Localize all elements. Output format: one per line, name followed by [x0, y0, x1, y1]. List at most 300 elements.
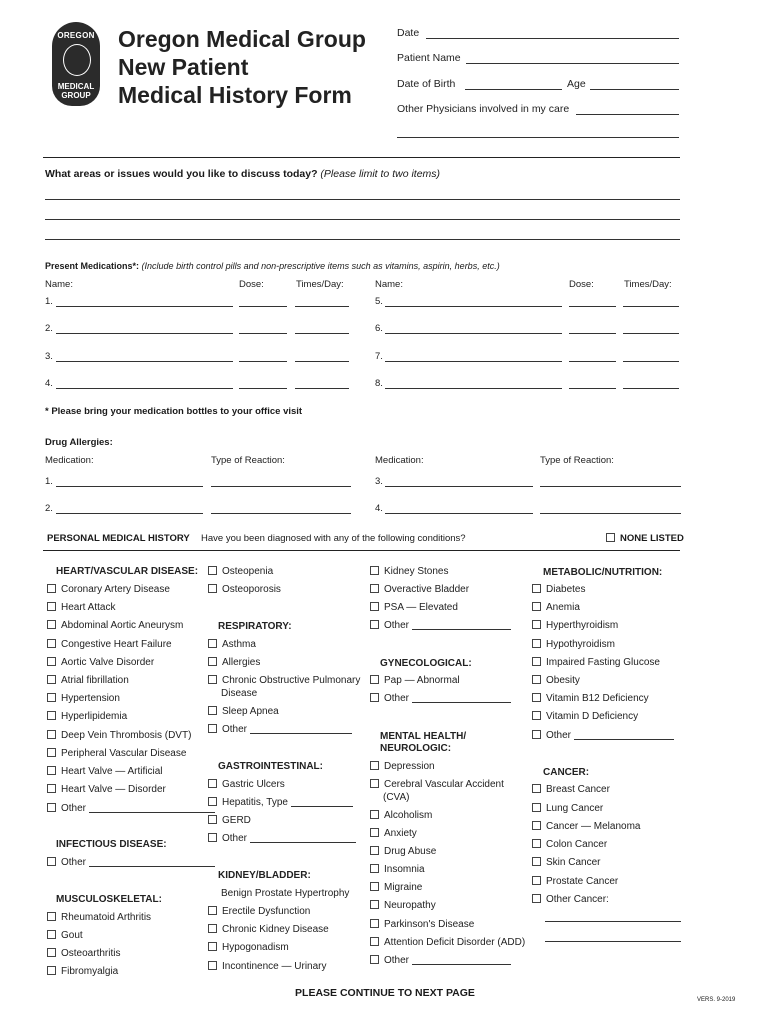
condition-label: Heart Valve — Artificial: [61, 766, 163, 777]
condition-checkbox[interactable]: [532, 876, 618, 888]
medication-times-field[interactable]: [295, 306, 349, 307]
condition-checkbox[interactable]: [532, 620, 618, 632]
date-label: Date: [397, 27, 420, 39]
condition-label: Other: [546, 730, 572, 741]
medication-dose-field[interactable]: [239, 333, 287, 334]
logo-bottom-line2: GROUP: [61, 91, 91, 100]
logo-top-text: OREGON: [57, 31, 95, 40]
condition-checkbox[interactable]: [532, 657, 660, 669]
condition-checkbox[interactable]: [208, 706, 279, 718]
condition-label: Anemia: [546, 602, 580, 613]
condition-checkbox[interactable]: [47, 675, 129, 687]
condition-label: Abdominal Aortic Aneurysm: [61, 620, 184, 631]
checkbox-icon: [532, 857, 541, 866]
checkbox-icon: [208, 657, 217, 666]
other-cancer-field[interactable]: [545, 921, 681, 922]
condition-label: Gastric Ulcers: [222, 779, 285, 790]
other-physicians-label: Other Physicians involved in my care: [397, 103, 570, 115]
other-text-field[interactable]: [250, 733, 352, 734]
med-col-dose-right: Dose:: [569, 279, 594, 290]
allergy-medication-field[interactable]: [56, 513, 203, 514]
allergies-heading: Drug Allergies:: [45, 437, 113, 448]
condition-label: Sleep Apnea: [222, 706, 279, 717]
checkbox-icon: [532, 730, 541, 739]
condition-label: Osteoarthritis: [61, 948, 121, 959]
medication-times-field[interactable]: [623, 361, 679, 362]
condition-label: Vitamin D Deficiency: [546, 711, 639, 722]
version-label: VERS. 9-2019: [697, 997, 736, 1003]
logo-bottom-line1: MEDICAL: [57, 82, 95, 91]
condition-label: Atrial fibrillation: [61, 675, 129, 686]
medication-row-number: 7.: [375, 351, 383, 362]
condition-checkbox[interactable]: [532, 711, 638, 723]
condition-label: Neuropathy: [384, 900, 436, 911]
checkbox-icon: [532, 711, 541, 720]
condition-checkbox[interactable]: [370, 937, 525, 949]
discuss-question-text: What areas or issues would you like to discuss today?: [45, 168, 318, 180]
condition-label: Other: [222, 833, 248, 844]
section-heading: MENTAL HEALTH/: [380, 731, 467, 742]
condition-checkbox[interactable]: [208, 584, 281, 596]
med-col-name-left: Name:: [45, 279, 73, 290]
title-line1: Oregon Medical Group: [118, 26, 366, 52]
condition-checkbox[interactable]: [370, 620, 511, 632]
title-line2: New Patient: [118, 54, 249, 80]
condition-label: Obesity: [546, 675, 580, 686]
condition-checkbox[interactable]: [532, 675, 580, 687]
allergy-reaction-field[interactable]: [211, 486, 351, 487]
section-heading: NEUROLOGIC:: [380, 743, 452, 754]
checkbox-icon: [532, 821, 541, 830]
condition-checkbox[interactable]: [208, 675, 360, 687]
condition-checkbox[interactable]: [47, 711, 127, 723]
condition-checkbox[interactable]: [370, 882, 422, 894]
condition-checkbox[interactable]: [370, 955, 511, 967]
allergy-medication-field[interactable]: [385, 486, 533, 487]
condition-checkbox[interactable]: [532, 693, 649, 705]
condition-checkbox[interactable]: [370, 864, 425, 876]
condition-checkbox[interactable]: [370, 828, 417, 840]
medication-times-field[interactable]: [623, 388, 679, 389]
checkbox-icon: [606, 533, 615, 542]
medication-name-field[interactable]: [385, 361, 562, 362]
allergy-reaction-field[interactable]: [211, 513, 351, 514]
condition-checkbox[interactable]: [47, 966, 118, 978]
condition-label: Migraine: [384, 882, 423, 893]
condition-checkbox[interactable]: [532, 803, 603, 815]
medication-row-number: 6.: [375, 323, 383, 334]
medication-name-field[interactable]: [56, 361, 233, 362]
checkbox-icon: [370, 882, 379, 891]
condition-label: Fibromyalgia: [61, 966, 119, 977]
condition-label: Depression: [384, 761, 435, 772]
medication-dose-field[interactable]: [569, 306, 616, 307]
condition-checkbox[interactable]: [370, 919, 474, 931]
continue-note: PLEASE CONTINUE TO NEXT PAGE: [295, 987, 475, 999]
date-field[interactable]: [426, 38, 679, 39]
checkbox-icon: [370, 761, 379, 770]
checkbox-icon: [532, 693, 541, 702]
checkbox-icon: [370, 779, 379, 788]
condition-checkbox[interactable]: [370, 693, 511, 705]
condition-label: Other: [61, 857, 87, 868]
condition-checkbox[interactable]: [370, 675, 460, 687]
medication-dose-field[interactable]: [569, 333, 616, 334]
checkbox-icon: [47, 639, 56, 648]
condition-label: Rheumatoid Arthritis: [61, 912, 152, 923]
condition-checkbox[interactable]: [208, 657, 260, 669]
condition-label: Other: [384, 693, 410, 704]
checkbox-icon: [532, 584, 541, 593]
none-listed-checkbox[interactable]: [606, 533, 684, 544]
condition-checkbox[interactable]: [47, 803, 215, 815]
condition-checkbox[interactable]: [370, 584, 469, 596]
allergy-col-med-left: Medication:: [45, 455, 94, 466]
checkbox-icon: [208, 639, 217, 648]
condition-label: Heart Valve — Disorder: [61, 784, 166, 795]
checkbox-icon: [47, 620, 56, 629]
condition-checkbox[interactable]: [47, 639, 172, 651]
checkbox-icon: [47, 675, 56, 684]
condition-label: Vitamin B12 Deficiency: [546, 693, 649, 704]
condition-checkbox[interactable]: [370, 846, 436, 858]
checkbox-icon: [47, 730, 56, 739]
form-title: [118, 25, 366, 109]
condition-label: Other: [222, 724, 248, 735]
allergy-reaction-field[interactable]: [540, 513, 681, 514]
other-physicians-field[interactable]: [576, 114, 679, 115]
checkbox-icon: [370, 955, 379, 964]
section-heading: KIDNEY/BLADDER:: [218, 870, 311, 881]
condition-checkbox[interactable]: [47, 620, 183, 632]
med-col-dose-left: Dose:: [239, 279, 264, 290]
condition-label: Asthma: [222, 639, 256, 650]
medication-dose-field[interactable]: [569, 388, 616, 389]
discuss-line-1[interactable]: [45, 199, 680, 200]
med-col-name-right: Name:: [375, 279, 403, 290]
checkbox-icon: [370, 566, 379, 575]
condition-checkbox[interactable]: [47, 930, 83, 942]
condition-checkbox[interactable]: [208, 639, 256, 651]
checkbox-icon: [532, 876, 541, 885]
medication-times-field[interactable]: [623, 333, 679, 334]
medication-dose-field[interactable]: [569, 361, 616, 362]
condition-checkbox[interactable]: [47, 948, 120, 960]
section-heading: GYNECOLOGICAL:: [380, 658, 472, 669]
condition-checkbox[interactable]: [370, 779, 504, 791]
condition-checkbox[interactable]: [208, 779, 285, 791]
section-heading: MUSCULOSKELETAL:: [56, 894, 162, 905]
other-text-field[interactable]: [250, 842, 356, 843]
checkbox-icon: [208, 815, 217, 824]
condition-label: Allergies: [222, 657, 261, 668]
checkbox-icon: [532, 894, 541, 903]
medications-heading: [45, 261, 500, 271]
history-divider: [43, 550, 680, 551]
condition-checkbox[interactable]: [208, 924, 329, 936]
checkbox-icon: [532, 657, 541, 666]
condition-label: Pap — Abnormal: [384, 675, 460, 686]
medication-dose-field[interactable]: [239, 361, 287, 362]
condition-label: Osteoporosis: [222, 584, 281, 595]
condition-checkbox[interactable]: [208, 815, 251, 827]
condition-checkbox[interactable]: [532, 602, 580, 614]
condition-label: Congestive Heart Failure: [61, 639, 172, 650]
checkbox-icon: [370, 810, 379, 819]
checkbox-icon: [47, 930, 56, 939]
condition-checkbox[interactable]: [47, 766, 163, 778]
medications-heading-text: Present Medications*:: [45, 261, 140, 271]
allergy-row-number: 2.: [45, 503, 53, 514]
condition-label: Other Cancer:: [546, 894, 609, 905]
condition-checkbox[interactable]: [532, 784, 610, 796]
medication-row-number: 4.: [45, 378, 53, 389]
condition-checkbox[interactable]: [370, 602, 458, 614]
other-cancer-field[interactable]: [545, 941, 681, 942]
condition-label: Other: [384, 955, 410, 966]
condition-label: Chronic Kidney Disease: [222, 924, 329, 935]
medication-row-number: 2.: [45, 323, 53, 334]
checkbox-icon: [370, 919, 379, 928]
condition-checkbox[interactable]: [47, 784, 166, 796]
condition-checkbox[interactable]: [47, 693, 120, 705]
condition-label: Drug Abuse: [384, 846, 437, 857]
other-text-field[interactable]: [412, 702, 511, 703]
condition-label: Prostate Cancer: [546, 876, 619, 887]
condition-checkbox[interactable]: [47, 912, 151, 924]
condition-checkbox[interactable]: [47, 857, 215, 869]
medications-note: (Include birth control pills and non-prescriptive items such as vitamins, aspirin, herbs, etc.): [141, 261, 500, 271]
condition-checkbox[interactable]: [208, 942, 289, 954]
condition-label: Impaired Fasting Glucose: [546, 657, 660, 668]
condition-checkbox[interactable]: [532, 857, 600, 869]
checkbox-icon: [532, 784, 541, 793]
condition-checkbox[interactable]: [208, 724, 352, 736]
condition-label: Hyperthyroidism: [546, 620, 619, 631]
condition-label: Colon Cancer: [546, 839, 608, 850]
condition-checkbox[interactable]: [208, 797, 353, 809]
condition-label: Cerebral Vascular Accident: [384, 779, 504, 790]
checkbox-icon: [208, 906, 217, 915]
checkbox-icon: [370, 828, 379, 837]
other-physicians-field-2[interactable]: [397, 137, 679, 138]
condition-label: Hypertension: [61, 693, 120, 704]
checkbox-icon: [532, 620, 541, 629]
condition-label-continued: Disease: [221, 688, 258, 699]
checkbox-icon: [532, 675, 541, 684]
checkbox-icon: [208, 924, 217, 933]
allergy-col-reaction-right: Type of Reaction:: [540, 455, 614, 466]
checkbox-icon: [47, 693, 56, 702]
condition-label: Breast Cancer: [546, 784, 610, 795]
condition-checkbox[interactable]: [370, 761, 435, 773]
medication-times-field[interactable]: [295, 388, 349, 389]
condition-checkbox[interactable]: [208, 833, 356, 845]
checkbox-icon: [208, 724, 217, 733]
allergy-row-number: 4.: [375, 503, 383, 514]
condition-label: Erectile Dysfunction: [222, 906, 311, 917]
patient-name-field[interactable]: [466, 63, 679, 64]
logo-figure-icon: [63, 44, 91, 76]
section-heading: METABOLIC/NUTRITION:: [543, 567, 663, 578]
condition-checkbox[interactable]: [47, 602, 115, 614]
medication-row-number: 1.: [45, 296, 53, 307]
history-question: Have you been diagnosed with any of the following conditions?: [201, 533, 466, 544]
allergy-medication-field[interactable]: [385, 513, 533, 514]
checkbox-icon: [47, 912, 56, 921]
medication-name-field[interactable]: [56, 388, 233, 389]
section-heading: INFECTIOUS DISEASE:: [56, 839, 167, 850]
medication-footnote: * Please bring your medication bottles to your office visit: [45, 406, 303, 417]
condition-label: Diabetes: [546, 584, 586, 595]
condition-label: Peripheral Vascular Disease: [61, 748, 187, 759]
other-text-field[interactable]: [574, 739, 674, 740]
title-line3: Medical History Form: [118, 82, 352, 108]
oregon-medical-group-logo: [52, 22, 100, 106]
medication-row-number: 5.: [375, 296, 383, 307]
condition-checkbox[interactable]: [532, 584, 585, 596]
condition-label: Osteopenia: [222, 566, 274, 577]
medication-times-field[interactable]: [623, 306, 679, 307]
condition-label: Overactive Bladder: [384, 584, 470, 595]
checkbox-icon: [47, 657, 56, 666]
checkbox-icon: [208, 942, 217, 951]
condition-label: Other: [61, 803, 87, 814]
condition-checkbox[interactable]: [532, 639, 615, 651]
condition-checkbox[interactable]: [208, 906, 310, 918]
other-text-field[interactable]: [291, 806, 353, 807]
condition-label: Aortic Valve Disorder: [61, 657, 155, 668]
section-heading: RESPIRATORY:: [218, 621, 292, 632]
checkbox-icon: [370, 937, 379, 946]
condition-checkbox[interactable]: [47, 730, 191, 742]
condition-label: Kidney Stones: [384, 566, 449, 577]
logo-bottom-text: [52, 82, 100, 100]
condition-checkbox[interactable]: [532, 894, 609, 906]
med-col-times-right: Times/Day:: [624, 279, 672, 290]
condition-checkbox[interactable]: [208, 566, 273, 578]
checkbox-icon: [532, 639, 541, 648]
condition-label: Lung Cancer: [546, 803, 604, 814]
other-text-field[interactable]: [412, 964, 511, 965]
condition-checkbox[interactable]: [47, 748, 186, 760]
checkbox-icon: [532, 602, 541, 611]
allergy-row-number: 3.: [375, 476, 383, 487]
checkbox-icon: [370, 584, 379, 593]
condition-checkbox[interactable]: [532, 821, 640, 833]
condition-checkbox[interactable]: [370, 810, 432, 822]
condition-label: Heart Attack: [61, 602, 116, 613]
allergy-reaction-field[interactable]: [540, 486, 681, 487]
other-text-field[interactable]: [412, 629, 511, 630]
condition-label: Insomnia: [384, 864, 425, 875]
checkbox-icon: [370, 602, 379, 611]
medication-name-field[interactable]: [385, 306, 562, 307]
condition-label: Alcoholism: [384, 810, 433, 821]
dob-field[interactable]: [465, 89, 562, 90]
medication-name-field[interactable]: [56, 306, 233, 307]
condition-checkbox[interactable]: [532, 839, 607, 851]
medication-name-field[interactable]: [385, 388, 562, 389]
checkbox-icon: [370, 900, 379, 909]
allergy-row-number: 1.: [45, 476, 53, 487]
checkbox-icon: [208, 833, 217, 842]
checkbox-icon: [47, 584, 56, 593]
condition-checkbox[interactable]: [370, 566, 449, 578]
header-divider: [43, 157, 680, 158]
checkbox-icon: [47, 711, 56, 720]
condition-label: Incontinence — Urinary: [222, 961, 327, 972]
medication-dose-field[interactable]: [239, 388, 287, 389]
condition-label-continued: Benign Prostate Hypertrophy: [221, 888, 350, 899]
checkbox-icon: [47, 602, 56, 611]
medication-row-number: 8.: [375, 378, 383, 389]
condition-label: Hypothyroidism: [546, 639, 615, 650]
condition-label: Other: [384, 620, 410, 631]
condition-label: Gout: [61, 930, 83, 941]
checkbox-icon: [47, 803, 56, 812]
medication-name-field[interactable]: [385, 333, 562, 334]
section-heading: HEART/VASCULAR DISEASE:: [56, 566, 199, 577]
condition-checkbox[interactable]: [47, 657, 154, 669]
checkbox-icon: [370, 864, 379, 873]
none-listed-label: NONE LISTED: [620, 533, 684, 544]
section-heading: CANCER:: [543, 767, 590, 778]
allergy-col-med-right: Medication:: [375, 455, 424, 466]
allergy-medication-field[interactable]: [56, 486, 203, 487]
medication-name-field[interactable]: [56, 333, 233, 334]
checkbox-icon: [370, 675, 379, 684]
history-heading: PERSONAL MEDICAL HISTORY: [47, 533, 190, 544]
patient-name-label: Patient Name: [397, 52, 461, 64]
checkbox-icon: [208, 584, 217, 593]
checkbox-icon: [532, 839, 541, 848]
condition-label: Chronic Obstructive Pulmonary: [222, 675, 361, 686]
medication-times-field[interactable]: [295, 361, 349, 362]
discuss-question: [45, 168, 440, 180]
med-col-times-left: Times/Day:: [296, 279, 344, 290]
allergy-col-reaction-left: Type of Reaction:: [211, 455, 285, 466]
checkbox-icon: [208, 675, 217, 684]
discuss-note: (Please limit to two items): [320, 168, 441, 180]
age-field[interactable]: [590, 89, 679, 90]
condition-checkbox[interactable]: [370, 900, 436, 912]
condition-label: Hepatitis, Type: [222, 797, 288, 808]
condition-checkbox[interactable]: [532, 730, 674, 742]
section-heading: GASTROINTESTINAL:: [218, 761, 323, 772]
condition-label: Hyperlipidemia: [61, 711, 128, 722]
checkbox-icon: [47, 857, 56, 866]
medication-row-number: 3.: [45, 351, 53, 362]
discuss-line-2[interactable]: [45, 219, 680, 220]
condition-checkbox[interactable]: [47, 584, 170, 596]
checkbox-icon: [208, 961, 217, 970]
condition-label: Anxiety: [384, 828, 417, 839]
checkbox-icon: [370, 693, 379, 702]
condition-label: PSA — Elevated: [384, 602, 458, 613]
condition-label: Deep Vein Thrombosis (DVT): [61, 730, 192, 741]
condition-checkbox[interactable]: [208, 961, 327, 973]
other-text-field[interactable]: [89, 866, 215, 867]
dob-label: Date of Birth: [397, 78, 456, 90]
checkbox-icon: [370, 620, 379, 629]
medication-times-field[interactable]: [295, 333, 349, 334]
discuss-line-3[interactable]: [45, 239, 680, 240]
condition-label-continued: (CVA): [383, 792, 410, 803]
other-text-field[interactable]: [89, 812, 215, 813]
checkbox-icon: [47, 948, 56, 957]
medication-dose-field[interactable]: [239, 306, 287, 307]
